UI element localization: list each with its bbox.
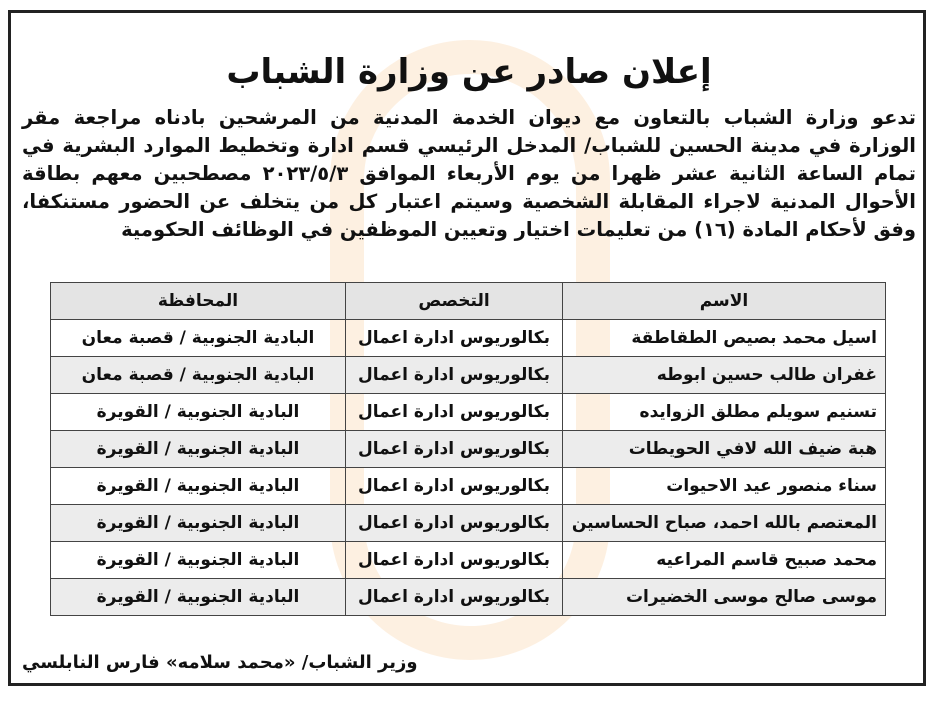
cell-specialty: بكالوريوس ادارة اعمال [346,394,563,431]
cell-specialty: بكالوريوس ادارة اعمال [346,357,563,394]
cell-specialty: بكالوريوس ادارة اعمال [346,579,563,616]
cell-name: سناء منصور عيد الاحيوات [563,468,886,505]
body-line: الوزارة في مدينة الحسين للشباب/ المدخل الرئيسي قسم ادارة وتخطيط الموارد البشرية في [22,134,916,157]
header-name: الاسم [563,283,886,320]
cell-specialty: بكالوريوس ادارة اعمال [346,542,563,579]
cell-name: موسى صالح موسى الخضيرات [563,579,886,616]
body-line: تمام الساعة الثانية عشر ظهرا من يوم الأربعاء الموافق ٢٠٢٣/٥/٣ مصطحبين معهم بطاقة [22,162,917,185]
table-row [51,357,886,394]
table-row [51,579,886,616]
header-specialty: التخصص [346,283,563,320]
signature: وزير الشباب/ «محمد سلامه» فارس النابلسي [22,652,418,673]
announcement-body [22,104,916,244]
cell-governorate: البادية الجنوبية / قصبة معان [51,357,346,394]
cell-specialty: بكالوريوس ادارة اعمال [346,320,563,357]
body-line: تدعو وزارة الشباب بالتعاون مع ديوان الخدمة المدنية من المرشحين بادناه مراجعة مقر [22,106,916,129]
announcement-title: إعلان صادر عن وزارة الشباب [226,52,712,92]
cell-name: غفران طالب حسين ابوطه [563,357,886,394]
cell-name: تسنيم سويلم مطلق الزوايده [563,394,886,431]
table-row [51,542,886,579]
candidates-table [50,282,886,616]
cell-governorate: البادية الجنوبية / القويرة [51,468,346,505]
cell-specialty: بكالوريوس ادارة اعمال [346,505,563,542]
table-header-row [51,283,886,320]
cell-governorate: البادية الجنوبية / القويرة [51,579,346,616]
cell-specialty: بكالوريوس ادارة اعمال [346,431,563,468]
cell-governorate: البادية الجنوبية / القويرة [51,394,346,431]
header-governorate: المحافظة [51,283,346,320]
cell-governorate: البادية الجنوبية / القويرة [51,542,346,579]
table-row [51,320,886,357]
body-line: وفق لأحكام المادة (١٦) من تعليمات اختيار وتعيين الموظفين في الوظائف الحكومية [121,218,916,241]
body-line: الأحوال المدنية لاجراء المقابلة الشخصية وسيتم اعتبار كل من يتخلف عن الحضور مستنكفا، [22,190,916,213]
cell-name: هبة ضيف الله لافي الحويطات [563,431,886,468]
cell-governorate: البادية الجنوبية / القويرة [51,431,346,468]
table-row [51,394,886,431]
cell-name: المعتصم بالله احمد، صباح الحساسين [563,505,886,542]
table-row [51,468,886,505]
table-row [51,431,886,468]
table-row [51,505,886,542]
cell-specialty: بكالوريوس ادارة اعمال [346,468,563,505]
cell-name: اسيل محمد بصيص الطقاطقة [563,320,886,357]
cell-governorate: البادية الجنوبية / القويرة [51,505,346,542]
cell-name: محمد صبيح قاسم المراعيه [563,542,886,579]
cell-governorate: البادية الجنوبية / قصبة معان [51,320,346,357]
